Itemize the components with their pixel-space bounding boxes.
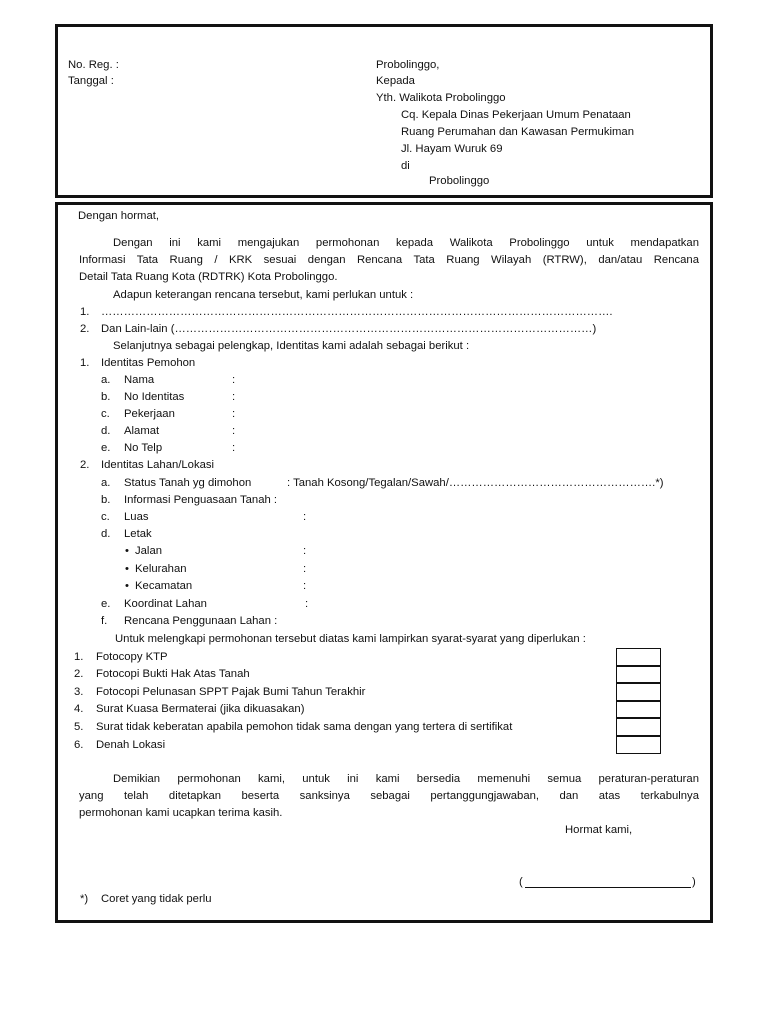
- intro-line-3: Detail Tata Ruang Kota (RDTRK) Kota Probolinggo.: [79, 271, 338, 283]
- location-colon: :: [303, 580, 307, 592]
- bullet-icon: •: [125, 580, 129, 592]
- identity-label: No Telp: [124, 442, 163, 454]
- attachment-checkbox[interactable]: [616, 736, 661, 754]
- land-ownership-label: Informasi Penguasaan Tanah :: [124, 494, 278, 506]
- identity-letter: b.: [101, 391, 111, 403]
- addressee-street: Jl. Hayam Wuruk 69: [401, 143, 503, 155]
- attachment-label: Fotocopy KTP: [96, 651, 168, 663]
- attachment-checkbox[interactable]: [616, 648, 661, 666]
- location-label: Jalan: [135, 545, 163, 557]
- addressee-di: di: [401, 160, 410, 172]
- attachment-checkbox[interactable]: [616, 683, 661, 701]
- tanggal-label: Tanggal :: [68, 75, 114, 87]
- location-label: Kelurahan: [135, 563, 187, 575]
- identity-label: Alamat: [124, 425, 160, 437]
- attachment-number: 2.: [74, 668, 84, 680]
- attachment-checkbox[interactable]: [616, 701, 661, 719]
- signature-line[interactable]: [525, 887, 691, 888]
- land-title: Identitas Lahan/Lokasi: [101, 459, 215, 471]
- land-location-label: Letak: [124, 528, 152, 540]
- identity-colon: :: [232, 374, 236, 386]
- identity-label: Pekerjaan: [124, 408, 175, 420]
- attachment-label: Denah Lokasi: [96, 739, 166, 751]
- attachment-checkbox[interactable]: [616, 666, 661, 684]
- attachment-number: 3.: [74, 686, 84, 698]
- location-colon: :: [303, 563, 307, 575]
- land-letter: e.: [101, 598, 111, 610]
- attachment-number: 1.: [74, 651, 84, 663]
- identity-number: 1.: [80, 357, 90, 369]
- addressee-dept: Ruang Perumahan dan Kawasan Permukiman: [401, 126, 634, 138]
- identity-letter: e.: [101, 442, 111, 454]
- identity-letter: a.: [101, 374, 111, 386]
- bullet-icon: •: [125, 563, 129, 575]
- signature-close-paren: ): [692, 876, 696, 888]
- land-status-options: : Tanah Kosong/Tegalan/Sawah/……………………………………………….*): [287, 477, 664, 489]
- attachment-number: 5.: [74, 721, 84, 733]
- land-number: 2.: [80, 459, 90, 471]
- footnote-mark: *): [80, 893, 89, 905]
- identity-colon: :: [232, 425, 236, 437]
- land-coordinate-colon: :: [305, 598, 309, 610]
- addressee: Yth. Walikota Probolinggo: [376, 92, 506, 104]
- attachment-label: Fotocopi Pelunasan SPPT Pajak Bumi Tahun Terakhir: [96, 686, 366, 698]
- identity-label: No Identitas: [124, 391, 185, 403]
- addressee-city: Probolinggo: [429, 175, 490, 187]
- purpose-intro: Adapun keterangan rencana tersebut, kami perlukan untuk :: [113, 289, 414, 301]
- land-area-label: Luas: [124, 511, 149, 523]
- land-letter: a.: [101, 477, 111, 489]
- identity-letter: c.: [101, 408, 110, 420]
- identity-colon: :: [232, 408, 236, 420]
- location-label: Kecamatan: [135, 580, 193, 592]
- closing-line-2: yang telah ditetapkan beserta sanksinya sebagai pertanggungjawaban, dan atas terkabulnya: [79, 790, 699, 802]
- land-usage-label: Rencana Penggunaan Lahan :: [124, 615, 278, 627]
- intro-line-2: Informasi Tata Ruang / KRK sesuai dengan Rencana Tata Ruang Wilayah (RTRW), dan/atau Rencana: [79, 254, 699, 266]
- land-letter: c.: [101, 511, 110, 523]
- closing-line-3: permohonan kami ucapkan terima kasih.: [79, 807, 283, 819]
- salutation: Dengan hormat,: [78, 210, 160, 222]
- land-letter: b.: [101, 494, 111, 506]
- location-colon: :: [303, 545, 307, 557]
- footnote: Coret yang tidak perlu: [101, 893, 212, 905]
- attachment-label: Fotocopi Bukti Hak Atas Tanah: [96, 668, 250, 680]
- kepada: Kepada: [376, 75, 415, 87]
- addressee-cq: Cq. Kepala Dinas Pekerjaan Umum Penataan: [401, 109, 631, 121]
- purpose-2-number: 2.: [80, 323, 90, 335]
- signature-open-paren: (: [519, 876, 523, 888]
- purpose-1-number: 1.: [80, 306, 90, 318]
- complete-intro: Selanjutnya sebagai pelengkap, Identitas kami adalah sebagai berikut :: [113, 340, 470, 352]
- identity-title: Identitas Pemohon: [101, 357, 196, 369]
- land-status-label: Status Tanah yg dimohon: [124, 477, 252, 489]
- attachment-number: 6.: [74, 739, 84, 751]
- purpose-1-blank: ……………………………………………………………………………………………………………………….: [101, 306, 613, 318]
- bullet-icon: •: [125, 545, 129, 557]
- land-letter: f.: [101, 615, 108, 627]
- closing-line-1: Demikian permohonan kami, untuk ini kami bersedia memenuhi semua peraturan-peraturan: [113, 773, 699, 785]
- identity-colon: :: [232, 391, 236, 403]
- regards: Hormat kami,: [565, 824, 633, 836]
- intro-line-1: Dengan ini kami mengajukan permohonan kepada Walikota Probolinggo untuk mendapatkan: [113, 237, 699, 249]
- attachment-number: 4.: [74, 703, 84, 715]
- identity-colon: :: [232, 442, 236, 454]
- purpose-2-blank: Dan Lain-lain (…………………………………………………………………………………………………): [101, 323, 597, 335]
- attachment-label: Surat Kuasa Bermaterai (jika dikuasakan): [96, 703, 305, 715]
- city-date: Probolinggo,: [376, 59, 440, 71]
- attachment-checkbox[interactable]: [616, 718, 661, 736]
- land-area-colon: :: [303, 511, 307, 523]
- identity-label: Nama: [124, 374, 155, 386]
- land-letter: d.: [101, 528, 111, 540]
- no-reg-label: No. Reg. :: [68, 59, 119, 71]
- attachment-label: Surat tidak keberatan apabila pemohon tidak sama dengan yang tertera di sertifikat: [96, 721, 513, 733]
- land-coordinate-label: Koordinat Lahan: [124, 598, 207, 610]
- identity-letter: d.: [101, 425, 111, 437]
- attachments-intro: Untuk melengkapi permohonan tersebut diatas kami lampirkan syarat-syarat yang diperlukan :: [115, 633, 586, 645]
